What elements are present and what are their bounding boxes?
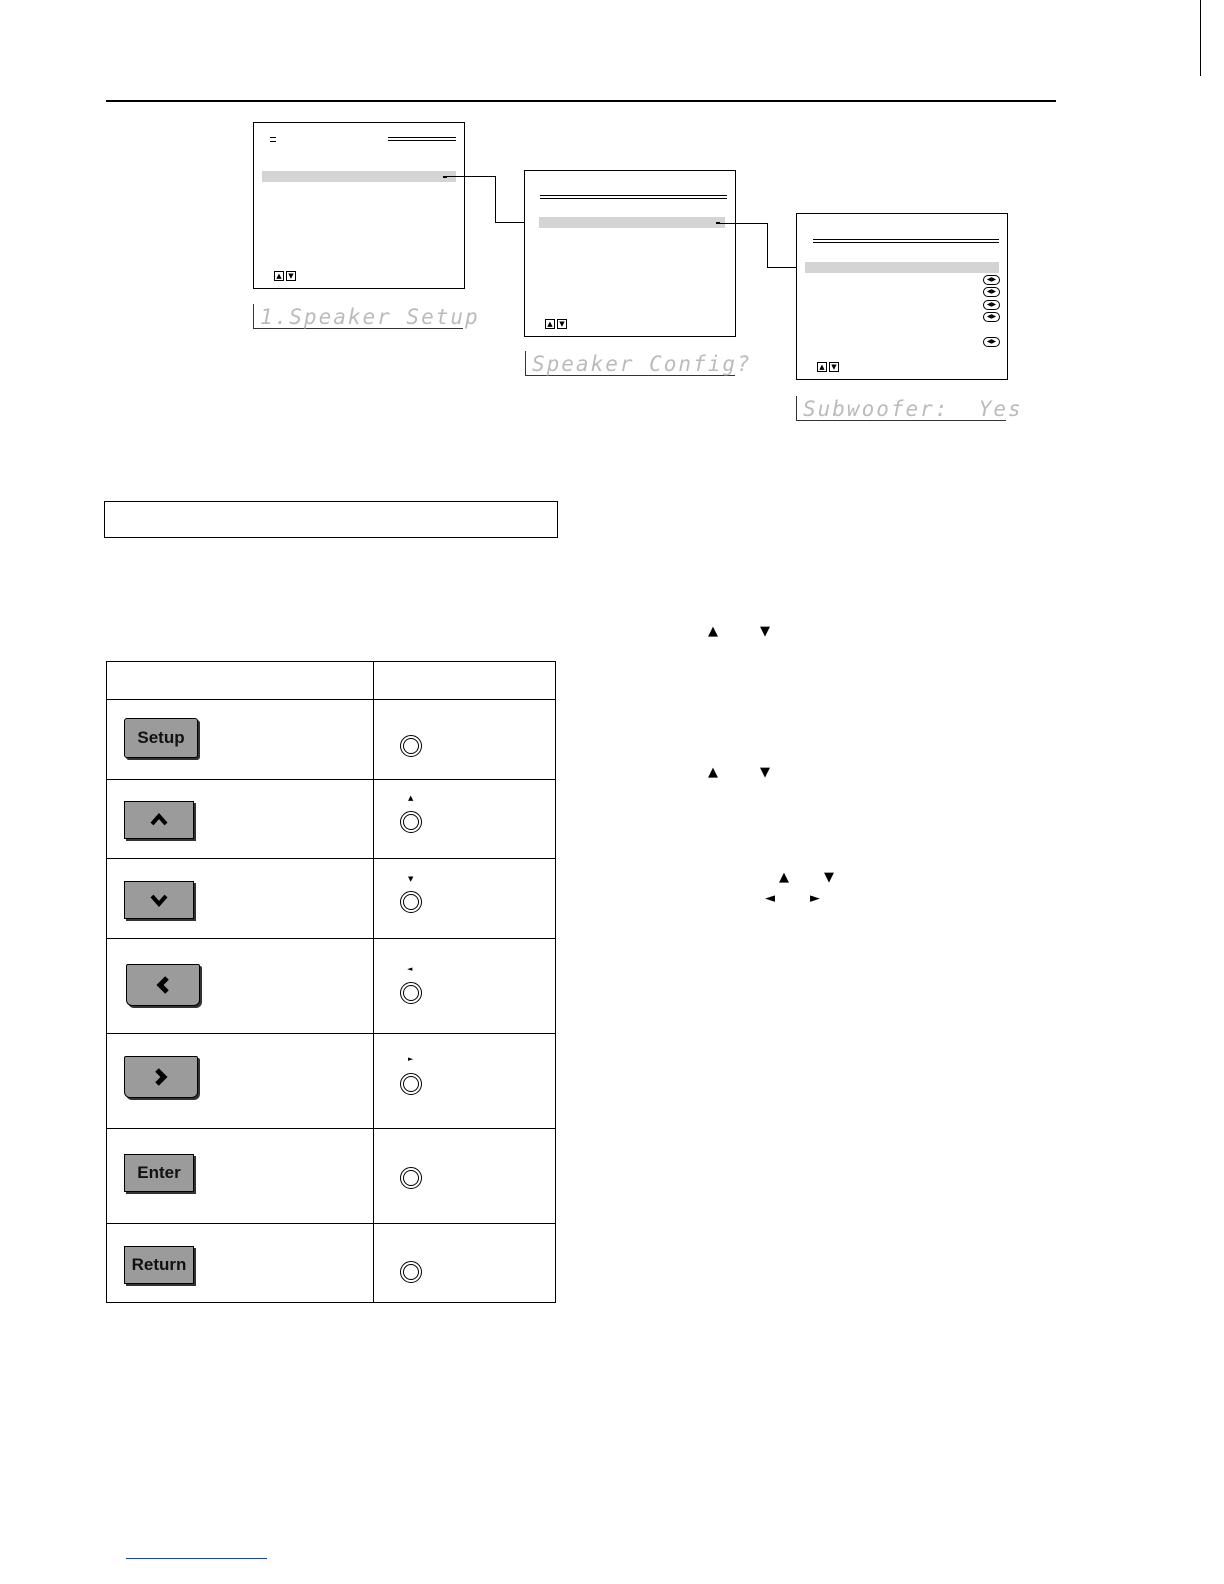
up-arrow-mark: ▲ [408,794,414,802]
connector-1h [446,176,496,177]
up-key-icon: ▲ [545,319,555,329]
table-row [107,780,556,859]
return-label: Return [131,1255,187,1274]
osd-speaker-menu [524,170,736,337]
selected-row [805,262,999,273]
connector-2v [767,223,768,268]
enter-label: Enter [137,1163,181,1182]
osd-main-menu [253,122,465,289]
adjust-icon: ◀▶ [983,287,1000,297]
table-row [107,1034,556,1129]
setup-knob[interactable] [400,735,422,757]
down-knob[interactable] [400,891,422,913]
right-arrow-mark: ► [408,1055,414,1063]
chevron-right-icon [125,1057,197,1097]
selected-row [539,217,725,228]
up-arrow-icon: ▲ [708,765,718,780]
lcd-readout-1: 1.Speaker Setup [253,304,463,329]
down-key-icon: ▼ [557,319,567,329]
setup-label: Setup [137,728,185,747]
return-knob[interactable] [400,1261,422,1283]
down-button[interactable] [124,881,194,919]
selected-row [262,171,456,182]
lcd-readout-3: Subwoofer: Yes [796,396,1006,421]
header-panel [374,662,556,700]
table-row [107,1129,556,1224]
connector-2h [717,223,768,224]
down-arrow-icon: ▼ [824,870,834,885]
adjust-icon: ◀▶ [983,300,1000,310]
right-arrow-icon: ► [810,891,820,906]
up-button[interactable] [124,801,194,839]
chevron-left-icon [127,965,199,1005]
adjust-icon: ◀▶ [983,337,1000,347]
adjust-icon: ◀▶ [983,275,1000,285]
table-row [107,700,556,780]
section-heading-box [104,501,558,538]
margin-bar [1200,0,1201,76]
setup-button[interactable] [124,718,198,758]
up-knob[interactable] [400,811,422,833]
left-arrow-mark: ◄ [407,965,413,973]
table-row [107,859,556,939]
menu-icon [270,137,276,142]
table-row [107,939,556,1034]
title-line [388,137,456,141]
connector-1v [495,176,496,223]
table-row [107,1224,556,1303]
right-knob[interactable] [400,1073,422,1095]
up-arrow-icon: ▲ [708,624,718,639]
up-key-icon: ▲ [817,362,827,372]
controls-table [106,661,556,1303]
down-arrow-icon: ▼ [760,765,770,780]
lcd-readout-2: Speaker Config? [525,351,735,376]
down-arrow-mark: ▼ [408,875,414,883]
left-knob[interactable] [400,982,422,1004]
return-button[interactable] [124,1246,194,1284]
enter-button[interactable] [124,1154,194,1192]
chevron-down-icon [125,882,193,918]
up-key-icon: ▲ [274,271,284,281]
down-key-icon: ▼ [829,362,839,372]
header-remote [107,662,374,700]
right-button[interactable] [124,1056,198,1098]
up-arrow-icon: ▲ [779,870,789,885]
footer-link-underline [126,1558,267,1559]
adjust-icon: ◀▶ [983,312,1000,322]
down-key-icon: ▼ [286,271,296,281]
osd-speaker-config [796,213,1008,380]
header-rule [106,100,1056,102]
left-arrow-icon: ◄ [765,891,775,906]
down-arrow-icon: ▼ [760,624,770,639]
title-line [813,239,999,243]
chevron-up-icon [125,802,193,838]
left-button[interactable] [126,964,200,1006]
title-line [540,195,727,199]
enter-knob[interactable] [400,1167,422,1189]
